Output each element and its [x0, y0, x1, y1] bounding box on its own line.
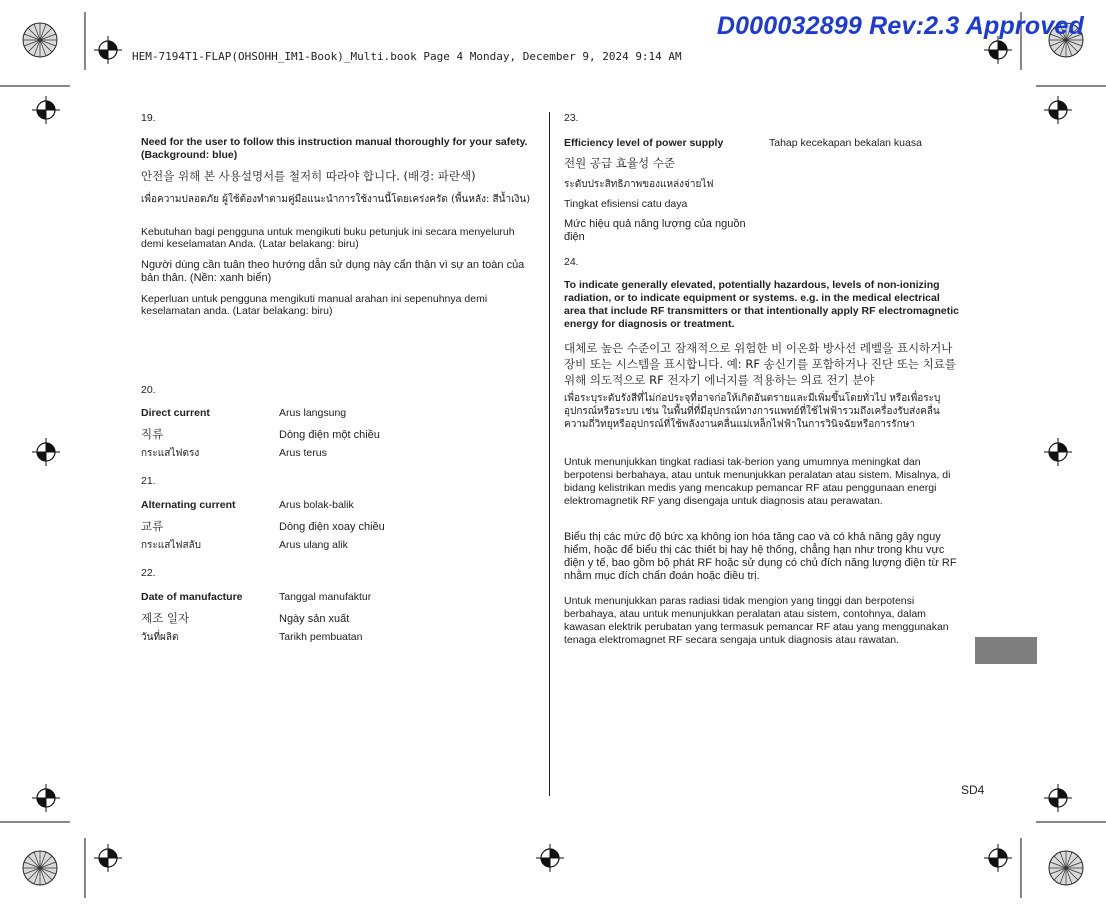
table-cell: Tanggal manufaktur	[279, 591, 372, 603]
approval-stamp: D000032899 Rev:2.3 Approved	[716, 12, 1084, 40]
item-24-korean: 대체로 높은 수준이고 잠재적으로 위험한 비 이온화 방사선 레벨을 표시하거나 장비 또는 시스템을 표시합니다. 예: RF 송신기를 포함하거나 진단 또는 치료를 위해 의도적으로 RF 전자기 에너지를 적용하는 의료 전기 분야	[564, 341, 956, 387]
item-number-21: 21.	[141, 475, 156, 487]
column-divider	[549, 112, 550, 796]
item-24-malay: Untuk menunjukkan tingkat radiasi tak-berion yang umumnya meningkat dan berpotensi berbahaya, atau untuk menunjukkan peralatan atau sistem. Misalnya, di bidang kelistrikan medis yang mencakup pemancar RF atau penggunaan energi elektromagnetik RF yang disengaja untuk diagnosis atau perawatan.	[564, 456, 951, 507]
page-number: SD4	[961, 783, 985, 797]
item-22-table	[141, 591, 371, 651]
registration-star-top-left	[23, 23, 57, 57]
print-slug: HEM-7194T1-FLAP(OHSOHH_IM1-Book)_Multi.book Page 4 Monday, December 9, 2024 9:14 AM	[132, 50, 682, 63]
item-19-malay-2: Keperluan untuk pengguna mengikuti manual arahan ini sepenuhnya demi keselamatan anda. (Latar belakang: biru)	[141, 293, 488, 317]
item-21-table	[141, 499, 385, 559]
table-cell: Arus ulang alik	[279, 539, 348, 551]
item-19-english: Need for the user to follow this instruction manual thoroughly for your safety. (Background: blue)	[141, 136, 528, 161]
table-cell: Dòng điện một chiều	[279, 429, 380, 441]
registration-star-bottom-right	[1049, 851, 1083, 885]
item-24-malay-2: Untuk menunjukkan paras radiasi tidak mengion yang tinggi dan berpotensi berbahaya, atau untuk menunjukkan peralatan atau sistem, contohnya, dalam kawasan elektrik perubatan yang termasuk pemancar RF atau yang menggunakan tenaga elektromagnet RF secara sengaja untuk diagnosis atau rawatan.	[564, 595, 949, 646]
item-24-english: To indicate generally elevated, potentially hazardous, levels of non-ionizing radiation, or to indicate equipment or systems. e.g. in the medical electrical area that include RF transmitters or that intentionally apply RF electromagnetic energy for diagnosis or treatment.	[564, 279, 959, 330]
item-number-23: 23.	[564, 112, 579, 124]
item-19-thai: เพื่อความปลอดภัย ผู้ใช้ต้องทำตามคู่มือแนะนำการใช้งานนี้โดยเคร่งครัด (พื้นหลัง: สีน้ำเงิน)	[141, 194, 531, 205]
item-23-vietnamese: Mức hiệu quả năng lượng của nguồn điện	[564, 218, 746, 243]
table-cell: 제조 일자	[141, 611, 190, 625]
item-24-thai: เพื่อระบุระดับรังสีที่ไม่ก่อประจุที่อาจก่อให้เกิดอันตรายและมีเพิ่มขึ้นโดยทั่วไป หรือเพื่อระบุอุปกรณ์หรือระบบ เช่น ในพื้นที่ที่มีอุปกรณ์ทางการแพทย์ที่ใช้ไฟฟ้ารวมถึงเครื่องรับส่งคลื่นความถี่วิทยุหรืออุปกรณ์ที่ใช้พลังงานคลื่นแม่เหล็กไฟฟ้าในการวินิจฉัยหรือการรักษา	[564, 393, 941, 430]
item-19-vietnamese: Người dùng cần tuân theo hướng dẫn sử dụng này cẩn thận vì sự an toàn của bản thân. (Nền: xanh biển)	[141, 259, 525, 284]
table-cell: วันที่ผลิต	[141, 632, 179, 643]
item-23-thai: ระดับประสิทธิภาพของแหล่งจ่ายไฟ	[564, 179, 714, 190]
table-cell: Dòng điện xoay chiều	[279, 521, 385, 533]
item-23-english: Efficiency level of power supply	[564, 137, 724, 149]
item-number-24: 24.	[564, 256, 579, 268]
table-cell: Direct current	[141, 407, 210, 419]
table-cell: Arus terus	[279, 447, 327, 459]
registration-star-bottom-left	[23, 851, 57, 885]
item-19-korean: 안전을 위해 본 사용설명서를 철저히 따라야 합니다. (배경: 파란색)	[141, 169, 476, 183]
table-cell: กระแสไฟตรง	[141, 448, 200, 459]
table-cell: Arus bolak-balik	[279, 499, 354, 511]
section-tab-marker	[975, 637, 1037, 664]
item-number-19: 19.	[141, 112, 156, 124]
table-cell: 교류	[141, 519, 164, 533]
table-cell: Arus langsung	[279, 407, 347, 419]
item-23-korean: 전원 공급 효율성 수준	[564, 156, 675, 170]
item-23-malay: Tingkat efisiensi catu daya	[564, 198, 688, 210]
table-cell: Tarikh pembuatan	[279, 631, 363, 643]
table-cell: กระแสไฟสลับ	[141, 540, 202, 551]
table-cell: 직류	[141, 427, 164, 441]
item-23-malay-right: Tahap kecekapan bekalan kuasa	[769, 137, 922, 149]
item-24-vietnamese: Biểu thị các mức độ bức xạ không ion hóa tăng cao và có khả năng gây nguy hiểm, hoặc để biểu thị các thiết bị hay hệ thống, chẳng hạn như trong khu vực điện y tế, bao gồm bộ phát RF hoặc sử dụng có chủ đích năng lượng điện từ RF nhằm mục đích chẩn đoán hoặc điều trị.	[564, 531, 957, 582]
item-number-20: 20.	[141, 384, 156, 396]
item-19-malay: Kebutuhan bagi pengguna untuk mengikuti buku petunjuk ini secara menyeluruh demi keselamatan Anda. (Latar belakang: biru)	[141, 226, 515, 250]
table-cell: Alternating current	[141, 499, 236, 511]
item-20-table	[141, 407, 380, 467]
table-cell: Ngày sản xuất	[279, 613, 350, 625]
table-cell: Date of manufacture	[141, 591, 243, 603]
item-number-22: 22.	[141, 567, 156, 579]
